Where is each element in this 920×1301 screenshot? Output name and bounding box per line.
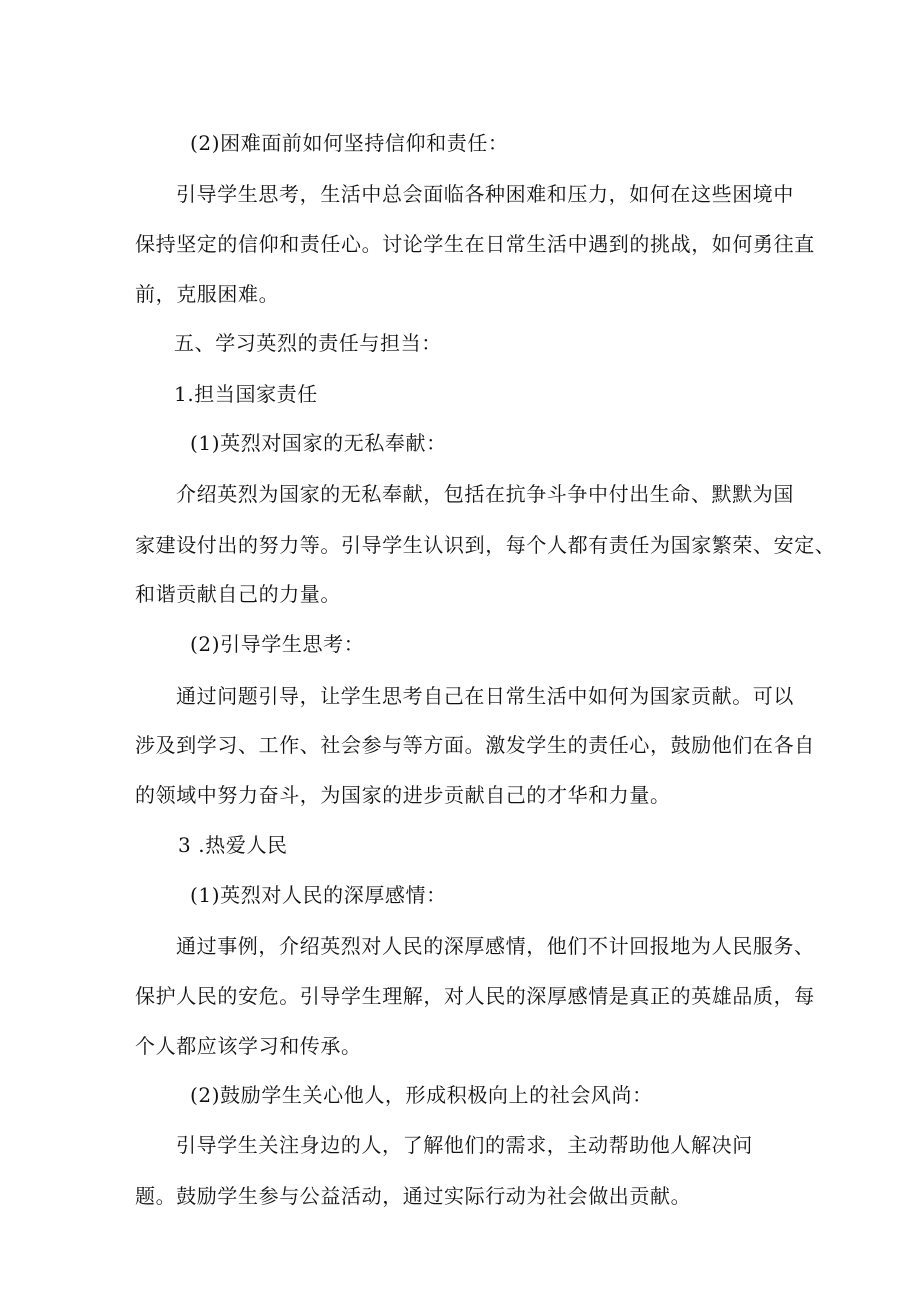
- subheading-deep-feelings: (1)英烈对人民的深厚感情：: [190, 883, 447, 907]
- paragraph-line: 家建设付出的努力等。引导学生认识到，每个人都有责任为国家繁荣、安定、: [135, 533, 836, 557]
- paragraph-line: 前，克服困难。: [135, 282, 280, 306]
- subheading-guide-thinking: (2)引导学生思考：: [190, 632, 365, 656]
- paragraph-line: 保护人民的安危。引导学生理解，对人民的深厚感情是真正的英雄品质，每: [135, 984, 815, 1008]
- paragraph-line: 和谐贡献自己的力量。: [135, 582, 341, 606]
- paragraph-line: 通过问题引导，让学生思考自己在日常生活中如何为国家贡献。可以: [176, 684, 794, 708]
- paragraph-line: 通过事例，介绍英烈对人民的深厚感情，他们不计回报地为人民服务、: [176, 934, 815, 958]
- subheading-selfless-dedication: (1)英烈对国家的无私奉献：: [190, 431, 447, 455]
- heading-love-people: 3 .热爱人民: [178, 833, 288, 857]
- subheading-difficulty: (2)困难面前如何坚持信仰和责任：: [190, 131, 509, 155]
- paragraph-line: 引导学生关注身边的人，了解他们的需求，主动帮助他人解决问: [176, 1133, 753, 1157]
- heading-national-responsibility: 1.担当国家责任: [174, 382, 318, 406]
- subheading-care-for-others: (2)鼓励学生关心他人，形成积极向上的社会风尚：: [190, 1083, 653, 1107]
- paragraph-line: 题。鼓励学生参与公益活动，通过实际行动为社会做出贡献。: [135, 1184, 692, 1208]
- paragraph-line: 个人都应该学习和传承。: [135, 1034, 362, 1058]
- paragraph-line: 涉及到学习、工作、社会参与等方面。激发学生的责任心，鼓励他们在各自: [135, 733, 815, 757]
- paragraph-line: 保持坚定的信仰和责任心。讨论学生在日常生活中遇到的挑战，如何勇往直: [135, 232, 815, 256]
- paragraph-line: 引导学生思考，生活中总会面临各种困难和压力，如何在这些困境中: [176, 182, 794, 206]
- section-heading-five: 五、学习英烈的责任与担当：: [174, 331, 442, 355]
- paragraph-line: 的领域中努力奋斗，为国家的进步贡献自己的才华和力量。: [135, 783, 671, 807]
- paragraph-line: 介绍英烈为国家的无私奉献，包括在抗争斗争中付出生命、默默为国: [176, 482, 794, 506]
